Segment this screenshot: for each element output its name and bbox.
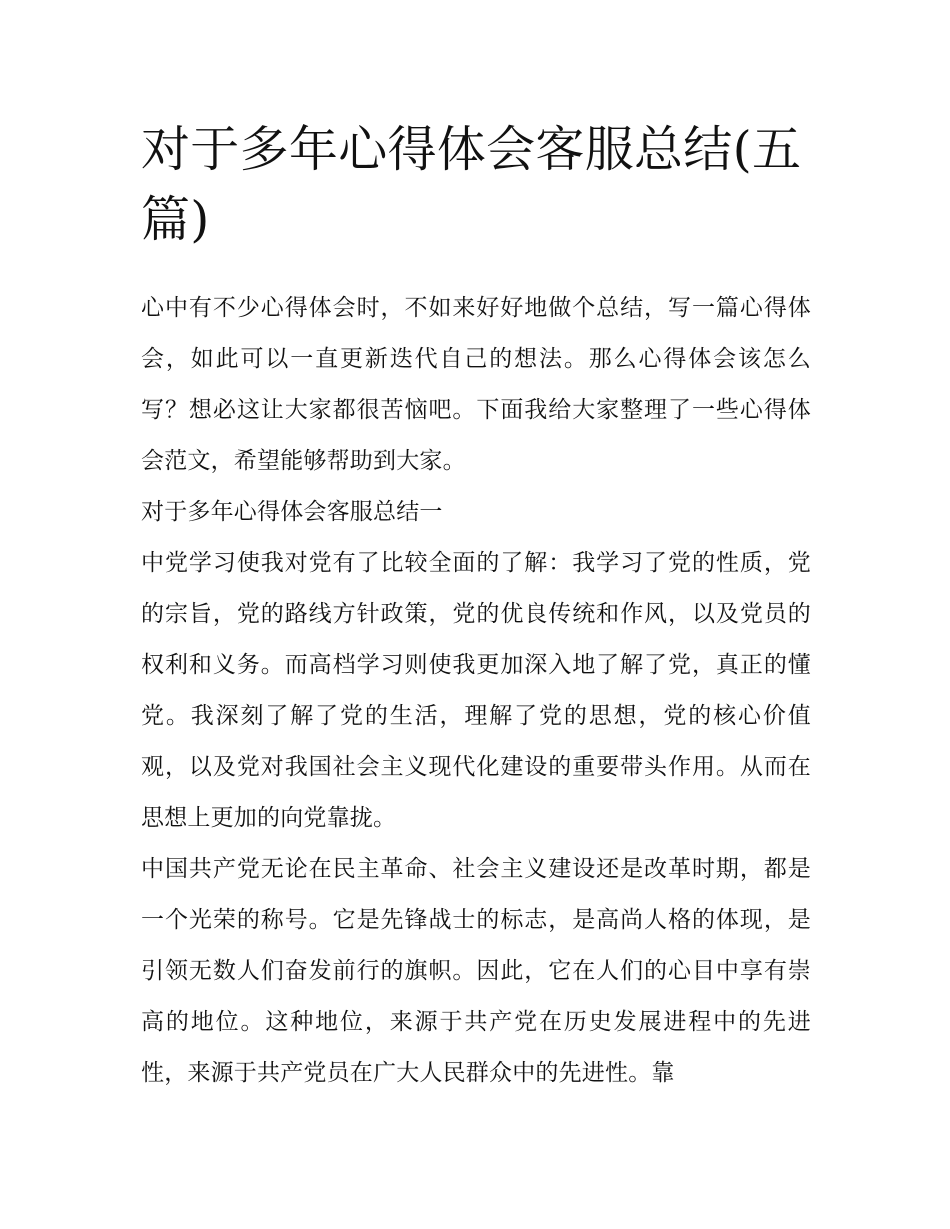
- section-heading: 对于多年心得体会客服总结一: [141, 499, 443, 525]
- body-paragraph: 中国共产党无论在民主革命、社会主义建设还是改革时期，都是一个光荣的称号。它是先锋战士的标志，是高尚人格的体现，是引领无数人们奋发前行的旗帜。因此，它在人们的心目中享有崇高的地位。这种地位，来源于共产党在历史发展进程中的先进性，来源于共产党员在广大人民群众中的先进性。靠: [141, 856, 811, 1086]
- document-body: [141, 115, 811, 1099]
- body-paragraph: 中党学习使我对党有了比较全面的了解：我学习了党的性质，党的宗旨，党的路线方针政策，党的优良传统和作风，以及党员的权利和义务。而高档学习则使我更加深入地了解了党，真正的懂党。我深刻了解了党的生活，理解了党的思想，党的核心价值观，以及党对我国社会主义现代化建设的重要带头作用。从而在思想上更加的向党靠拢。: [141, 550, 811, 831]
- document-title: 对于多年心得体会客服总结(五篇): [141, 121, 802, 248]
- intro-paragraph: 心中有不少心得体会时，不如来好好地做个总结，写一篇心得体会，如此可以一直更新迭代自己的想法。那么心得体会该怎么写？想必这让大家都很苦恼吧。下面我给大家整理了一些心得体会范文，希望能够帮助到大家。: [141, 295, 811, 474]
